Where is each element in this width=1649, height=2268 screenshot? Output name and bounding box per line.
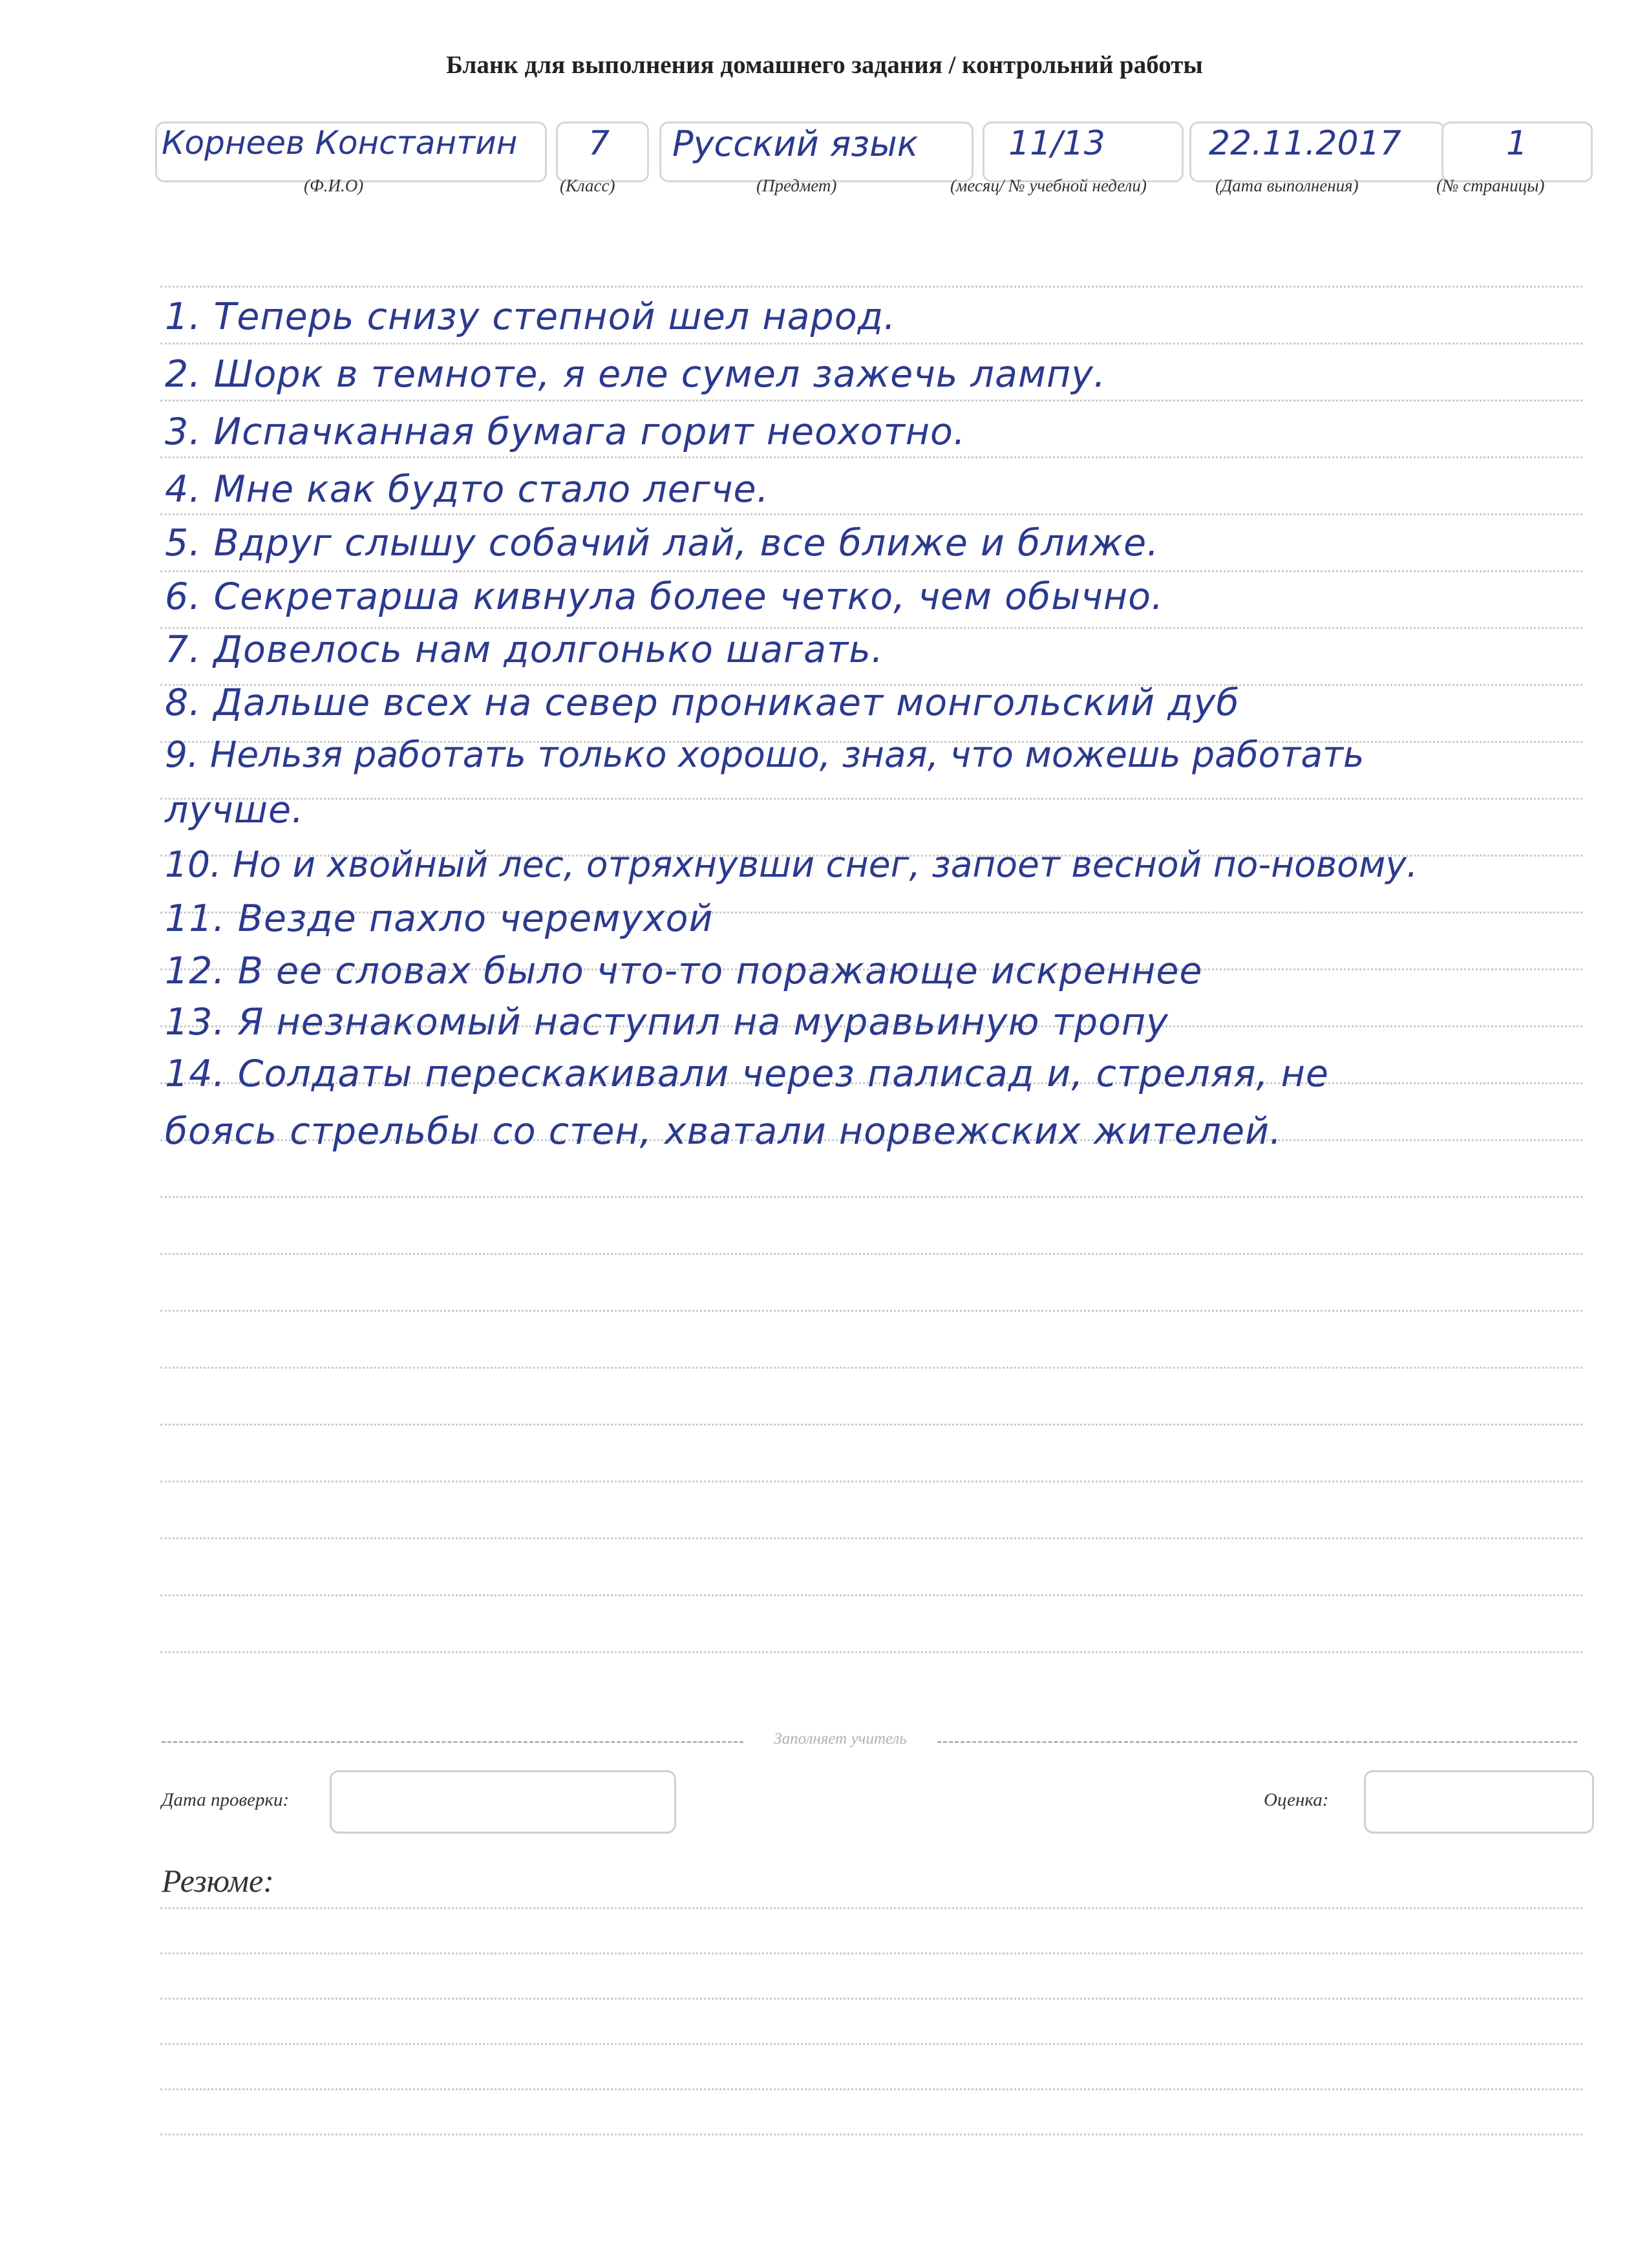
ruled-line xyxy=(160,1952,1582,1954)
subject-value: Русский язык xyxy=(672,123,919,164)
resume-label: Резюме: xyxy=(162,1863,274,1899)
date-label: (Дата выполнения) xyxy=(1215,176,1359,195)
ruled-line xyxy=(160,798,1582,800)
page-number-value: 1 xyxy=(1506,124,1528,163)
answer-line: 9. Нельзя работать только хорошо, зная, что можешь работать xyxy=(165,734,1365,775)
week-value: 11/13 xyxy=(1008,124,1105,163)
answer-line: 1. Теперь снизу степной шел народ. xyxy=(165,295,897,338)
ruled-line xyxy=(160,343,1582,345)
form-title: Бланк для выполнения домашнего задания / контрольний работы xyxy=(446,51,1203,79)
ruled-line xyxy=(160,1651,1582,1653)
ruled-line xyxy=(160,513,1582,515)
teacher-section-label: Заполняет учитель xyxy=(774,1730,907,1748)
answer-line: 11. Везде пахло черемухой xyxy=(165,897,714,940)
answer-line: 14. Солдаты перескакивали через палисад и, стреляя, не xyxy=(165,1053,1329,1095)
ruled-line xyxy=(160,1537,1582,1539)
ruled-line xyxy=(160,1196,1582,1198)
ruled-line xyxy=(160,2043,1582,2045)
ruled-line xyxy=(160,570,1582,572)
answer-line: 5. Вдруг слышу собачий лай, все ближе и ближе. xyxy=(165,522,1160,564)
answer-line: 10. Но и хвойный лес, отряхнувши снег, запоет весной по-новому. xyxy=(165,844,1418,885)
grade-field[interactable] xyxy=(1364,1770,1594,1834)
answer-line: 3. Испачканная бумага горит неохотно. xyxy=(165,411,966,453)
answer-line: 13. Я незнакомый наступил на муравьиную тропу xyxy=(165,1001,1169,1043)
answer-line: 12. В ее словах было что-то поражающе искреннее xyxy=(165,950,1203,992)
page-number-label: (№ страницы) xyxy=(1436,176,1545,195)
ruled-line xyxy=(160,2088,1582,2090)
ruled-line xyxy=(160,1998,1582,2000)
ruled-line xyxy=(160,1481,1582,1482)
check-date-field[interactable] xyxy=(330,1770,676,1834)
ruled-line xyxy=(160,456,1582,458)
ruled-line xyxy=(160,400,1582,401)
grade-label: Оценка: xyxy=(1264,1790,1329,1810)
subject-label: (Предмет) xyxy=(756,176,837,195)
check-date-label: Дата проверки: xyxy=(162,1790,290,1810)
answer-line: 7. Довелось нам долгонько шагать. xyxy=(165,628,884,671)
ruled-line xyxy=(160,2134,1582,2135)
ruled-line xyxy=(160,1424,1582,1426)
class-label: (Класс) xyxy=(560,176,615,195)
date-value: 22.11.2017 xyxy=(1209,124,1401,163)
answer-line: лучше. xyxy=(165,789,304,831)
answer-line: боясь стрельбы со стен, хватали норвежских жителей. xyxy=(165,1110,1282,1153)
name-label: (Ф.И.О) xyxy=(304,176,364,195)
week-label: (месяц/ № учебной недели) xyxy=(950,176,1147,195)
answer-line: 6. Секретарша кивнула более четко, чем обычно. xyxy=(165,575,1164,618)
ruled-line xyxy=(160,1310,1582,1312)
ruled-line xyxy=(160,1253,1582,1255)
answer-line: 8. Дальше всех на север проникает монгольский дуб xyxy=(165,681,1240,724)
class-value: 7 xyxy=(588,124,610,163)
teacher-section-divider xyxy=(162,1741,743,1743)
ruled-line xyxy=(160,286,1582,288)
answer-line: 4. Мне как будто стало легче. xyxy=(165,468,769,511)
name-value: Корнеев Константин xyxy=(162,124,518,162)
ruled-line xyxy=(160,1907,1582,1909)
ruled-line xyxy=(160,1367,1582,1369)
teacher-section-divider xyxy=(937,1741,1577,1743)
ruled-line xyxy=(160,1594,1582,1596)
answer-line: 2. Шорк в темноте, я еле сумел зажечь лампу. xyxy=(165,353,1107,396)
